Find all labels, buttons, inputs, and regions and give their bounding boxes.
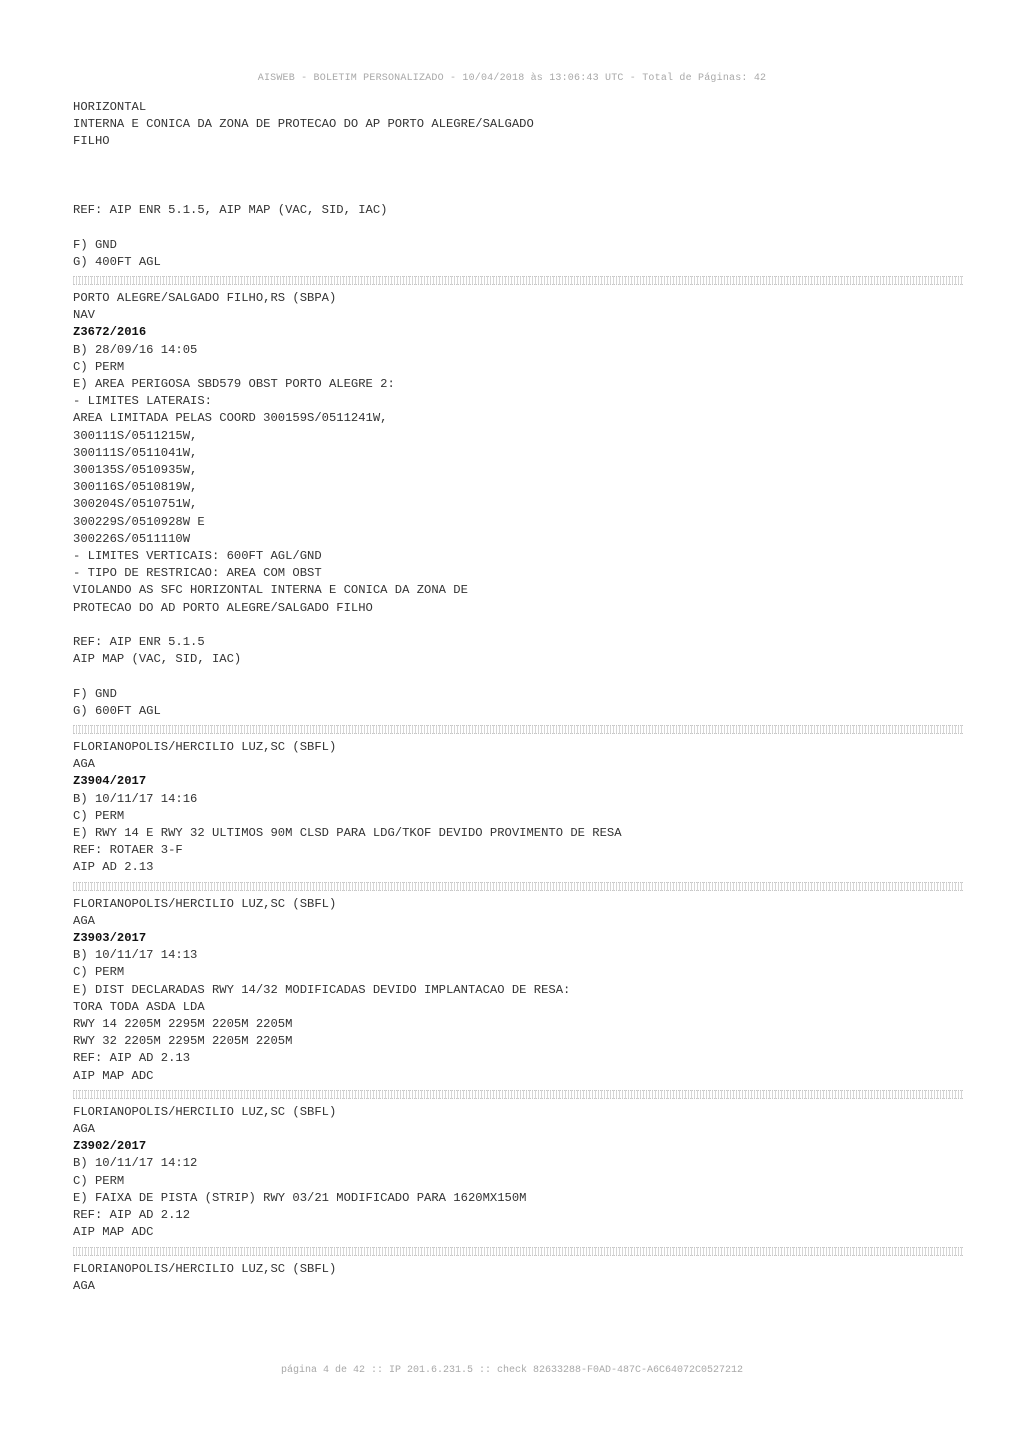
page-footer: página 4 de 42 :: IP 201.6.231.5 :: check 82633288-F0AD-487C-A6C64072C0527212 <box>280 1365 744 1376</box>
notam-location: FLORIANOPOLIS/HERCILIO LUZ,SC (SBFL) <box>73 1261 337 1276</box>
notam-entry <box>73 1104 963 1242</box>
page-header: AISWEB - BOLETIM PERSONALIZADO - 10/04/2018 às 13:06:43 UTC - Total de Páginas: 42 <box>257 73 767 84</box>
notam-line: RWY 14 2205M 2295M 2205M 2205M <box>73 1017 293 1032</box>
notam-line: 300111S/0511041W, <box>73 445 198 460</box>
notam-line: REF: AIP AD 2.13 <box>73 1051 191 1066</box>
notam-line: AREA LIMITADA PELAS COORD 300159S/0511241W, <box>73 411 388 426</box>
notam-line: E) FAIXA DE PISTA (STRIP) RWY 03/21 MODIFICADO PARA 1620MX150M <box>73 1190 527 1205</box>
notam-line: 300204S/0510751W, <box>73 497 198 512</box>
notam-line: PROTECAO DO AD PORTO ALEGRE/SALGADO FILHO <box>73 600 373 615</box>
intro-field-g: G) 400FT AGL <box>73 254 161 269</box>
notam-line: B) 10/11/17 14:13 <box>73 948 198 963</box>
notam-line: G) 600FT AGL <box>73 703 161 718</box>
notam-location: FLORIANOPOLIS/HERCILIO LUZ,SC (SBFL) <box>73 896 337 911</box>
notam-line: F) GND <box>73 686 117 701</box>
notam-line: 300226S/0511110W <box>73 531 191 546</box>
blank-line <box>73 668 963 685</box>
intro-block <box>73 99 963 271</box>
bulletin-content <box>73 99 963 1295</box>
blank-line <box>73 617 963 634</box>
notam-id: Z3902/2017 <box>73 1139 147 1154</box>
intro-line: FILHO <box>73 134 110 149</box>
notam-id: Z3904/2017 <box>73 774 147 789</box>
notam-location: PORTO ALEGRE/SALGADO FILHO,RS (SBPA) <box>73 290 337 305</box>
notam-line: - TIPO DE RESTRICAO: AREA COM OBST <box>73 566 322 581</box>
notam-line: E) AREA PERIGOSA SBD579 OBST PORTO ALEGRE 2: <box>73 376 395 391</box>
notam-line: E) DIST DECLARADAS RWY 14/32 MODIFICADAS DEVIDO IMPLANTACAO DE RESA: <box>73 982 571 997</box>
separator <box>73 882 963 891</box>
notam-line: 300135S/0510935W, <box>73 463 198 477</box>
notam-line: TORA TODA ASDA LDA <box>73 999 205 1014</box>
notam-type: AGA <box>73 1278 95 1293</box>
notam-line: C) PERM <box>73 359 125 374</box>
notam-line: B) 28/09/16 14:05 <box>73 342 198 357</box>
notam-id: Z3672/2016 <box>73 325 147 340</box>
notam-line: RWY 32 2205M 2295M 2205M 2205M <box>73 1034 293 1049</box>
notam-location: FLORIANOPOLIS/HERCILIO LUZ,SC (SBFL) <box>73 740 337 755</box>
notam-line: VIOLANDO AS SFC HORIZONTAL INTERNA E CONICA DA ZONA DE <box>73 583 468 598</box>
notam-line: B) 10/11/17 14:16 <box>73 791 198 806</box>
notam-type: NAV <box>73 308 95 323</box>
notam-line: C) PERM <box>73 965 125 980</box>
notam-line: B) 10/11/17 14:12 <box>73 1156 198 1171</box>
notam-line: 300116S/0510819W, <box>73 480 198 495</box>
notam-entry <box>73 1261 963 1295</box>
notam-line: REF: AIP ENR 5.1.5 <box>73 635 205 650</box>
intro-ref: REF: AIP ENR 5.1.5, AIP MAP (VAC, SID, IAC) <box>73 203 388 218</box>
blank-line <box>73 168 963 185</box>
notam-type: AGA <box>73 913 95 928</box>
separator <box>73 1090 963 1099</box>
blank-line <box>73 185 963 202</box>
notam-line: E) RWY 14 E RWY 32 ULTIMOS 90M CLSD PARA LDG/TKOF DEVIDO PROVIMENTO DE RESA <box>73 826 622 841</box>
intro-line: HORIZONTAL <box>73 100 147 114</box>
notam-line: AIP MAP ADC <box>73 1068 154 1083</box>
separator <box>73 1247 963 1256</box>
separator <box>73 276 963 285</box>
notam-line: REF: ROTAER 3-F <box>73 843 183 858</box>
notam-line: - LIMITES VERTICAIS: 600FT AGL/GND <box>73 549 322 564</box>
notam-line: C) PERM <box>73 1173 125 1188</box>
notam-line: - LIMITES LATERAIS: <box>73 394 212 409</box>
notam-location: FLORIANOPOLIS/HERCILIO LUZ,SC (SBFL) <box>73 1104 337 1119</box>
notam-entry <box>73 290 963 720</box>
notam-entry <box>73 896 963 1085</box>
intro-field-f: F) GND <box>73 237 117 252</box>
notam-line: REF: AIP AD 2.12 <box>73 1208 191 1223</box>
notam-line: AIP MAP (VAC, SID, IAC) <box>73 652 242 667</box>
notam-line: 300229S/0510928W E <box>73 514 205 529</box>
notam-type: AGA <box>73 1122 95 1137</box>
notam-line: 300111S/0511215W, <box>73 428 198 443</box>
notam-type: AGA <box>73 757 95 772</box>
separator <box>73 725 963 734</box>
notam-id: Z3903/2017 <box>73 931 147 946</box>
notam-line: AIP MAP ADC <box>73 1225 154 1240</box>
notam-line: C) PERM <box>73 808 125 823</box>
intro-line: INTERNA E CONICA DA ZONA DE PROTECAO DO AP PORTO ALEGRE/SALGADO <box>73 117 534 132</box>
notam-entry <box>73 739 963 877</box>
blank-line <box>73 219 963 236</box>
notam-line: AIP AD 2.13 <box>73 860 154 875</box>
blank-line <box>73 151 963 168</box>
